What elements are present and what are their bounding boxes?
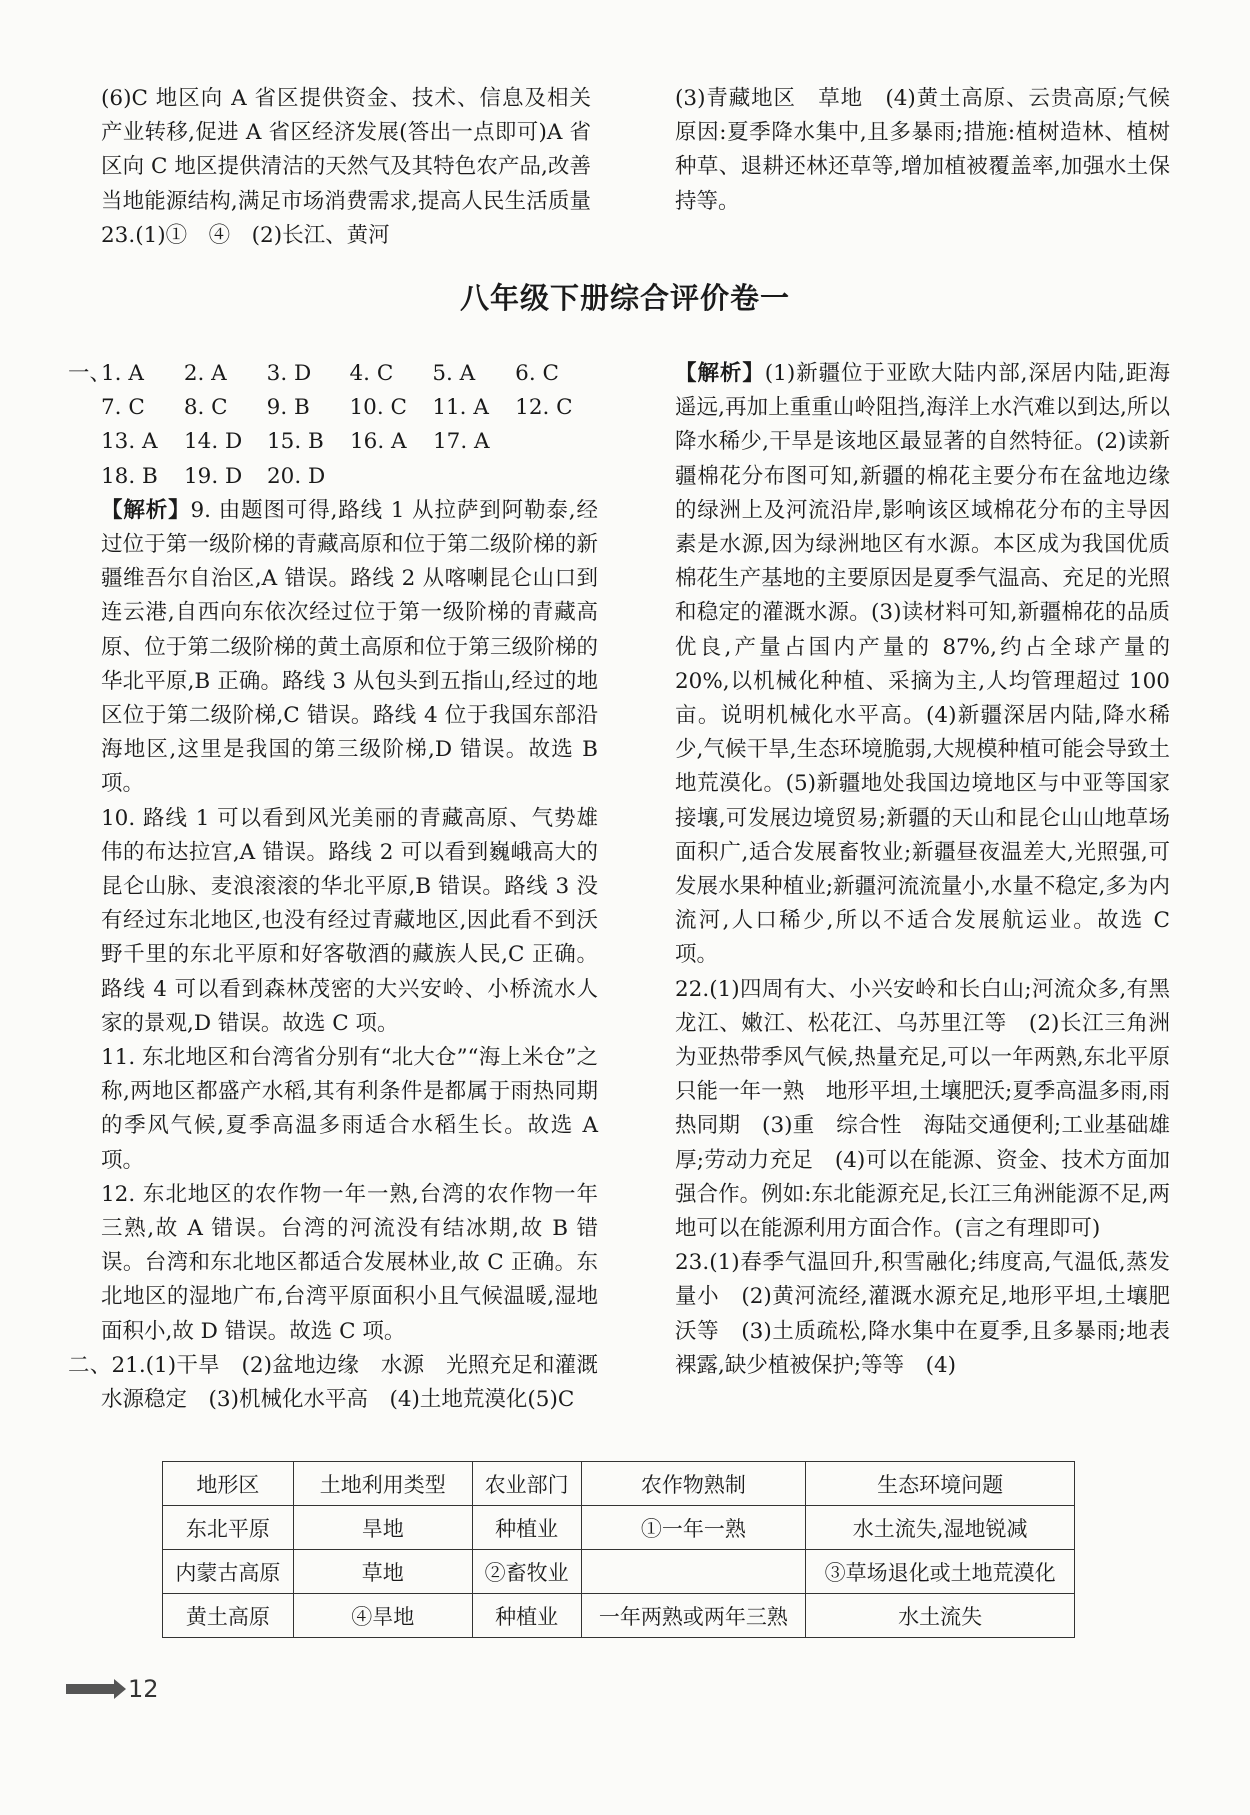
- mcq-row: [68, 357, 598, 391]
- table-cell: 种植业: [472, 1594, 581, 1638]
- table-cell: 一年两熟或两年三熟: [581, 1594, 806, 1638]
- mcq-answer: 14. D: [184, 429, 243, 455]
- top-right-column: [675, 82, 1170, 219]
- table-cell: 东北平原: [163, 1506, 294, 1550]
- table-row: [163, 1594, 1075, 1638]
- table-cell: ②畜牧业: [472, 1550, 581, 1594]
- table-header: 地形区: [163, 1462, 294, 1506]
- table-cell: 旱地: [293, 1506, 472, 1550]
- analysis-paragraph: 10. 路线 1 可以看到风光美丽的青藏高原、气势雄伟的布达拉宫,A 错误。路线 2 可以看到巍峨高大的昆仑山脉、麦浪滚滚的华北平原,B 错误。路线 3 没有经过东北地区,也没有经过青藏地区,因此看不到沃野千里的东北平原和好客敬酒的藏族人民,C 正确。路线 4 可以看到森林茂密的大兴安岭、小桥流水人家的景观,D 错误。故选 C 项。: [101, 805, 598, 1036]
- mcq-answer: 5. A: [432, 361, 476, 386]
- right-column: [675, 357, 1170, 1383]
- table-cell: ①一年一熟: [581, 1506, 806, 1550]
- mcq-answer: 2. A: [183, 361, 227, 386]
- page-footer: [66, 1675, 159, 1703]
- table-cell: 内蒙古高原: [163, 1550, 294, 1594]
- table-cell: ④旱地: [293, 1594, 472, 1638]
- analysis-text: 9. 由题图可得,路线 1 从拉萨到阿勒泰,经过位于第一级阶梯的青藏高原和位于第二级阶梯的新疆维吾尔自治区,A 错误。路线 2 从喀喇昆仑山口到连云港,自西向东依次经过位于第一级阶梯的青藏高原、位于第二级阶梯的黄土高原和位于第三级阶梯的华北平原,B 正确。路线 3 从包头到五指山,经过的地区位于第二级阶梯,C 错误。路线 4 位于我国东部沿海地区,这里是我国的第三级阶梯,D 错误。故选 B 项。: [101, 497, 598, 797]
- analysis-paragraph: [675, 357, 1170, 973]
- table-cell: ③草场退化或土地荒漠化: [806, 1550, 1075, 1594]
- analysis-paragraph: 12. 东北地区的农作物一年一熟,台湾的农作物一年三熟,故 A 错误。台湾的河流没有结冰期,故 B 错误。台湾和东北地区都适合发展林业,故 C 正确。东北地区的湿地广布,台湾平原面积小且气候温暖,湿地面积小,故 D 错误。故选 C 项。: [101, 1181, 598, 1344]
- analysis-paragraph: 11. 东北地区和台湾省分别有“北大仓”“海上米仓”之称,两地区都盛产水稻,其有利条件是都属于雨热同期的季风气候,夏季高温多雨适合水稻生长。故选 A 项。: [101, 1045, 598, 1173]
- mcq-answer: 7. C: [101, 395, 145, 421]
- table-cell: 草地: [293, 1550, 472, 1594]
- table-row: [163, 1550, 1075, 1594]
- mcq-row: [101, 391, 598, 425]
- mcq-answer: 18. B: [101, 463, 158, 489]
- mcq-row: [101, 460, 598, 494]
- mcq-answer: 10. C: [349, 395, 407, 421]
- table-cell: 水土流失,湿地锐减: [806, 1506, 1075, 1550]
- question-23-answer: 23.(1)春季气温回升,积雪融化;纬度高,气温低,蒸发量小 (2)黄河流经,灌溉水源充足,地形平坦,土壤肥沃等 (3)土质疏松,降水集中在夏季,且多暴雨;地表裸露,缺少植被保护;等等 (4): [675, 1250, 1170, 1378]
- table-header: 土地利用类型: [293, 1462, 472, 1506]
- analysis-tag: 【解析】: [101, 497, 191, 523]
- analysis-text: (1)新疆位于亚欧大陆内部,深居内陆,距海遥远,再加上重重山岭阻挡,海洋上水汽难以到达,所以降水稀少,干旱是该地区最显著的自然特征。(2)读新疆棉花分布图可知,新疆的棉花主要分布在盆地边缘的绿洲上及河流沿岸,影响该区域棉花分布的主导因素是水源,因为绿洲地区有水源。本区成为我国优质棉花生产基地的主要原因是夏季气温高、充足的光照和稳定的灌溉水源。(3)读材料可知,新疆棉花的品质优良,产量占国内产量的 87%,约占全球产量的 20%,以机械化种植、采摘为主,人均管理超过 100 亩。说明机械化水平高。(4)新疆深居内陆,降水稀少,气候干旱,生态环境脆弱,大规模种植可能会导致土地荒漠化。(5)新疆地处我国边境地区与中亚等国家接壤,可发展边境贸易;新疆的天山和昆仑山山地草场面积广,适合发展畜牧业;新疆昼夜温差大,光照强,可发展水果种植业;新疆河流流量小,水量不稳定,多为内流河,人口稀少,所以不适合发展航运业。故选 C 项。: [675, 361, 1170, 968]
- table-header-row: [163, 1462, 1075, 1506]
- analysis-paragraph: [68, 494, 598, 802]
- paragraph: (6)C 地区向 A 省区提供资金、技术、信息及相关产业转移,促进 A 省区经济发展(答出一点即可)A 省区向 C 地区提供清洁的天然气及其特色农产品,改善当地能源结构,满足市场消费需求,提高人民生活质量 23.(1)① ④ (2)长江、黄河: [101, 86, 635, 248]
- table-cell: 种植业: [472, 1506, 581, 1550]
- top-left-column: [101, 82, 635, 253]
- mcq-answer: 15. B: [267, 429, 324, 455]
- mcq-row: [101, 425, 598, 459]
- mcq-answer: 13. A: [101, 429, 158, 455]
- mcq-answer: 17. A: [433, 429, 490, 455]
- mcq-answer: 4. C: [349, 361, 394, 386]
- mcq-answer: 11. A: [432, 395, 489, 421]
- table-cell: 黄土高原: [163, 1594, 294, 1638]
- mcq-answer: 16. A: [350, 429, 407, 455]
- table-header: 生态环境问题: [806, 1462, 1075, 1506]
- question-21-answer: 二、21.(1)干旱 (2)盆地边缘 水源 光照充足和灌溉水源稳定 (3)机械化水平高 (4)土地荒漠化(5)C: [68, 1352, 598, 1413]
- table-header: 农业部门: [472, 1462, 581, 1506]
- mcq-section-label: 一、: [68, 361, 112, 386]
- analysis-tag: 【解析】: [675, 361, 765, 386]
- mcq-answer: 1. A: [101, 361, 144, 386]
- section-title: 八年级下册综合评价卷一: [459, 281, 790, 315]
- mcq-answer: 6. C: [515, 361, 559, 386]
- mcq-answer: 20. D: [267, 463, 326, 489]
- paragraph: (3)青藏地区 草地 (4)黄土高原、云贵高原;气候原因:夏季降水集中,且多暴雨;措施:植树造林、植树种草、退耕还林还草等,增加植被覆盖率,加强水土保持等。: [675, 86, 1170, 214]
- mcq-answer: 3. D: [266, 361, 312, 386]
- arrow-icon: [66, 1684, 116, 1694]
- left-column: [68, 357, 598, 1417]
- table-cell: 水土流失: [806, 1594, 1075, 1638]
- table-row: [163, 1506, 1075, 1550]
- table-header: 农作物熟制: [581, 1462, 806, 1506]
- answer-table: [162, 1461, 1075, 1638]
- mcq-answer: 19. D: [184, 463, 243, 489]
- multiple-choice-answers: [68, 357, 598, 494]
- mcq-answer: 12. C: [515, 395, 573, 421]
- mcq-answer: 8. C: [183, 395, 228, 421]
- question-22-answer: 22.(1)四周有大、小兴安岭和长白山;河流众多,有黑龙江、嫩江、松花江、乌苏里江等 (2)长江三角洲为亚热带季风气候,热量充足,可以一年两熟,东北平原只能一年一熟 地形平坦,土壤肥沃;夏季高温多雨,雨热同期 (3)重 综合性 海陆交通便利;工业基础雄厚;劳动力充足 (4)可以在能源、资金、技术方面加强合作。例如:东北能源充足,长江三角洲能源不足,两地可以在能源利用方面合作。(言之有理即可): [675, 976, 1170, 1242]
- mcq-answer: 9. B: [266, 395, 310, 421]
- table-cell: [581, 1550, 806, 1594]
- page-number: 12: [128, 1675, 159, 1703]
